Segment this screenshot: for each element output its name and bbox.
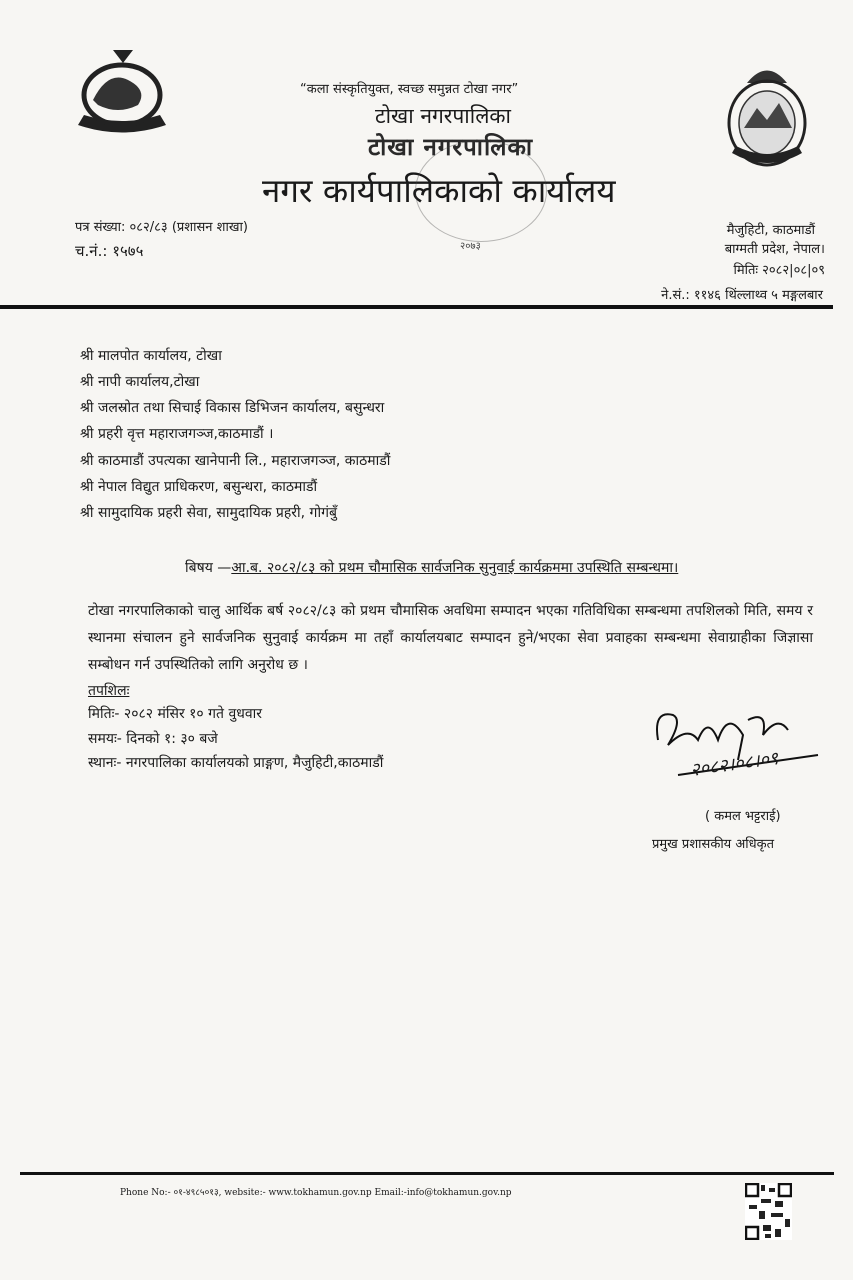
tokha-municipality-logo (722, 58, 812, 170)
recipient: श्री मालपोत कार्यालय, टोखा (80, 348, 222, 364)
municipality-name-stylized: टोखा नगरपालिका (368, 133, 534, 161)
details-heading: तपशिलः (88, 683, 130, 699)
dispatch-number: च.नं.: १५७५ (75, 242, 144, 260)
recipient: श्री नेपाल विद्युत प्राधिकरण, बसुन्धरा, काठमाडौं (80, 479, 318, 495)
letter-date: मितिः २०८२|०८|०९ (733, 263, 825, 278)
qr-code (745, 1183, 792, 1240)
nepal-government-emblem (68, 45, 176, 140)
office-address-line2: बाग्मती प्रदेश, नेपाल। (724, 242, 825, 257)
nepal-sambat-date: ने.सं.: ११४६ थिंल्लाथ्व ५ मङ्गलबार (661, 288, 823, 303)
header-divider (0, 305, 833, 309)
office-address-line1: मैजुहिटी, काठमाडौं (726, 223, 815, 238)
office-seal-stamp (415, 140, 547, 242)
subject-label: बिषय — (185, 560, 232, 576)
municipality-motto: “कला संस्कृतियुक्त, स्वच्छ समुन्नत टोखा नगर” (300, 82, 519, 97)
event-venue: स्थानः- नगरपालिका कार्यालयको प्राङ्गण, मैजुहिटी,काठमाडौं (88, 755, 384, 771)
footer-divider (20, 1172, 834, 1175)
signatory-name: ( कमल भट्टराई) (705, 809, 781, 824)
recipient: श्री जलस्रोत तथा सिचाई विकास डिभिजन कार्यालय, बसुन्धरा (80, 400, 385, 416)
letter-number: पत्र संख्या: ०८२/८३ (प्रशासन शाखा) (75, 220, 248, 235)
recipient: श्री काठमाडौं उपत्यका खानेपानी लि., महाराजगञ्ज, काठमाडौं (80, 453, 391, 469)
recipient: श्री नापी कार्यालय,टोखा (80, 374, 200, 390)
signatory-designation: प्रमुख प्रशासकीय अधिकृत (652, 837, 775, 852)
footer-contact: Phone No:- ०१-४९८५०१३, website:- www.tokhamun.gov.np Email:-info@tokhamun.gov.np (120, 1188, 512, 1198)
recipient: श्री प्रहरी वृत्त महाराजगञ्ज,काठमाडौं । (80, 426, 274, 442)
event-time: समयः- दिनको १: ३० बजे (88, 731, 218, 747)
body-paragraph: टोखा नगरपालिकाको चालु आर्थिक बर्ष २०८२/८३ को प्रथम चौमासिक अवधिमा सम्पादन भएका गतिविधिका सम्बन्धमा तपशिलको मिति, समय र स्थानमा संचालन हुने सार्वजनिक सुनुवाई कार्यक्रम मा तहाँ कार्यालयबाट सम्पादन हुने/भएका सेवा प्रवाहका सम्बन्धमा सेवाग्राहीका जिज्ञासा सम्बोधन गर्न उपस्थितिको लागि अनुरोध छ । (88, 603, 813, 673)
seal-year: २०७३ (460, 241, 481, 252)
signature-date: २०८२।०८।०९ (689, 747, 780, 782)
event-date: मितिः- २०८२ मंसिर १० गते वुधवार (88, 706, 262, 722)
subject-text: आ.ब. २०८२/८३ को प्रथम चौमासिक सार्वजनिक सुनुवाई कार्यक्रममा उपस्थिति सम्बन्धमा। (231, 560, 679, 576)
subject-line (185, 558, 678, 577)
recipient: श्री सामुदायिक प्रहरी सेवा, सामुदायिक प्रहरी, गोगंबुँ (80, 505, 337, 521)
office-title: नगर कार्यपालिकाको कार्यालय (262, 171, 616, 210)
municipality-name: टोखा नगरपालिका (375, 104, 511, 128)
